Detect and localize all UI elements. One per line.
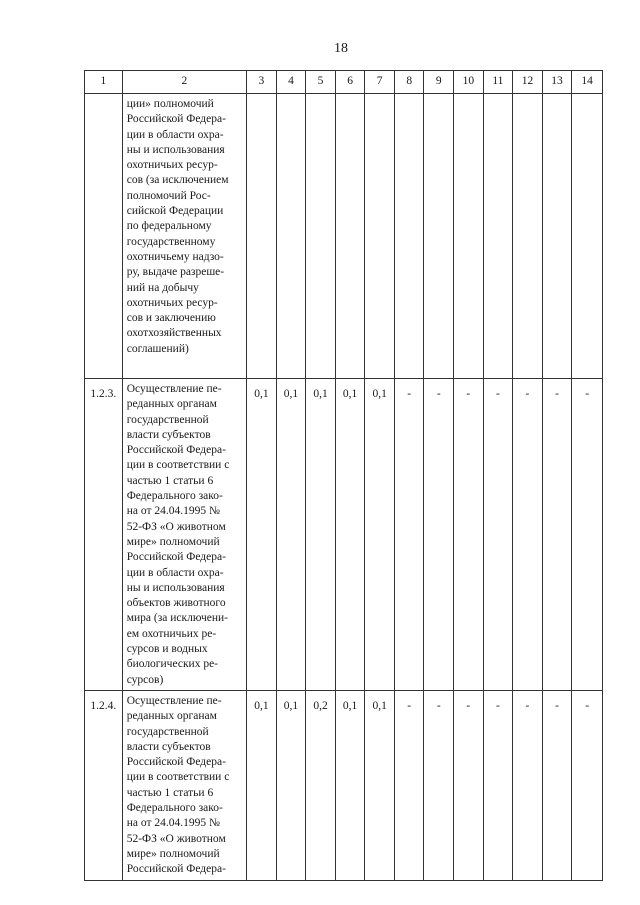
- column-header: 10: [454, 71, 484, 94]
- value-cell: 0,1: [335, 379, 365, 691]
- description-line: Осуществление пе-: [126, 695, 222, 707]
- value-cell: -: [513, 379, 543, 691]
- description-line: сийской Федерации: [126, 205, 224, 218]
- description-line: власти субъектов: [126, 740, 211, 753]
- value-cell: 0,1: [306, 379, 336, 691]
- description-line: охотничьих ресур-: [126, 159, 218, 172]
- value-cell: -: [483, 691, 513, 881]
- description-line: частью 1 статьи 6: [126, 474, 214, 487]
- value-cell: 0,1: [247, 691, 277, 881]
- description-line: мире» полномочий: [126, 847, 220, 860]
- column-header: 14: [572, 71, 603, 94]
- value-cell: -: [394, 379, 424, 691]
- description-line: ний на добычу: [126, 281, 199, 294]
- row-number: [85, 94, 123, 379]
- column-header: 8: [394, 71, 424, 94]
- description-line: ны и использования: [126, 143, 225, 156]
- value-cell: 0,1: [247, 379, 277, 691]
- description-line: охотничьих ресур-: [126, 296, 218, 309]
- description-line: ции» полномочий: [126, 98, 214, 110]
- description-line: ции в соответствии с: [126, 771, 230, 784]
- value-cell: [542, 94, 572, 379]
- row-description: [122, 379, 246, 691]
- description-line: на от 24.04.1995 №: [126, 817, 220, 830]
- column-header: 12: [513, 71, 543, 94]
- description-line: реданных органам: [126, 710, 217, 723]
- value-cell: 0,1: [276, 379, 306, 691]
- description-line: сов и заключению: [126, 312, 216, 325]
- column-header: 1: [85, 71, 123, 94]
- value-cell: [365, 94, 395, 379]
- value-cell: -: [454, 379, 484, 691]
- page-number: 18: [334, 41, 348, 56]
- description-line: 52-ФЗ «О животном: [126, 832, 226, 845]
- description-line: сов (за исключением: [126, 174, 229, 187]
- description-line: биологических ре-: [126, 658, 219, 671]
- value-cell: -: [483, 379, 513, 691]
- value-cell: [335, 94, 365, 379]
- description-line: 52-ФЗ «О животном: [126, 520, 226, 533]
- row-number: 1.2.4.: [85, 691, 123, 881]
- column-header: 9: [424, 71, 454, 94]
- description-line: ны и использования: [126, 581, 225, 594]
- description-line: Федерального зако-: [126, 490, 223, 503]
- value-cell: -: [572, 379, 603, 691]
- value-cell: [454, 94, 484, 379]
- value-cell: [513, 94, 543, 379]
- value-cell: -: [513, 691, 543, 881]
- column-header: 13: [542, 71, 572, 94]
- column-header: 3: [247, 71, 277, 94]
- description-line: полномочий Рос-: [126, 189, 211, 202]
- value-cell: -: [454, 691, 484, 881]
- row-description: [122, 691, 246, 881]
- description-line: объектов животного: [126, 597, 226, 610]
- value-cell: 0,1: [276, 691, 306, 881]
- column-header: 11: [483, 71, 513, 94]
- value-cell: 0,1: [335, 691, 365, 881]
- table-row: [85, 379, 603, 691]
- description-line: по федеральному: [126, 220, 212, 233]
- table-header-row: [85, 71, 603, 94]
- value-cell: -: [424, 379, 454, 691]
- value-cell: -: [572, 691, 603, 881]
- description-line: соглашений): [126, 342, 189, 355]
- description-line: ции в соответствии с: [126, 459, 230, 472]
- value-cell: -: [394, 691, 424, 881]
- data-table: [84, 70, 603, 881]
- description-line: охотничьему надзо-: [126, 250, 224, 263]
- value-cell: -: [542, 691, 572, 881]
- description-line: государственной: [126, 725, 209, 738]
- description-line: Российской Федера-: [126, 863, 226, 876]
- row-description: [122, 94, 246, 379]
- description-line: частью 1 статьи 6: [126, 786, 214, 799]
- description-line: сурсов и водных: [126, 643, 208, 656]
- column-header: 7: [365, 71, 395, 94]
- description-line: мире» полномочий: [126, 535, 220, 548]
- column-header: 2: [122, 71, 246, 94]
- description-line: Российской Федера-: [126, 444, 226, 457]
- description-line: Осуществление пе-: [126, 383, 222, 395]
- value-cell: [306, 94, 336, 379]
- column-header: 5: [306, 71, 336, 94]
- row-number: 1.2.3.: [85, 379, 123, 691]
- value-cell: [572, 94, 603, 379]
- description-line: Российской Федера-: [126, 551, 226, 564]
- value-cell: 0,2: [306, 691, 336, 881]
- description-line: мира (за исключени-: [126, 612, 228, 625]
- description-line: государственной: [126, 413, 209, 426]
- value-cell: [276, 94, 306, 379]
- description-line: ем охотничьих ре-: [126, 627, 217, 640]
- description-line: Федерального зако-: [126, 802, 223, 815]
- description-line: сурсов): [126, 673, 164, 686]
- value-cell: 0,1: [365, 691, 395, 881]
- description-line: ции в области охра-: [126, 128, 224, 141]
- value-cell: 0,1: [365, 379, 395, 691]
- column-header: 6: [335, 71, 365, 94]
- column-header: 4: [276, 71, 306, 94]
- value-cell: [424, 94, 454, 379]
- value-cell: [247, 94, 277, 379]
- description-line: охотхозяйственных: [126, 327, 222, 340]
- description-line: Российской Федера-: [126, 756, 226, 769]
- description-line: на от 24.04.1995 №: [126, 505, 220, 518]
- value-cell: -: [542, 379, 572, 691]
- value-cell: [483, 94, 513, 379]
- value-cell: [394, 94, 424, 379]
- description-line: ру, выдаче разреше-: [126, 266, 225, 279]
- description-line: реданных органам: [126, 398, 217, 411]
- description-line: Российской Федера-: [126, 113, 226, 126]
- table-row: [85, 94, 603, 379]
- description-line: ции в области охра-: [126, 566, 224, 579]
- value-cell: -: [424, 691, 454, 881]
- description-line: государственному: [126, 235, 216, 248]
- table-row: [85, 691, 603, 881]
- description-line: власти субъектов: [126, 428, 211, 441]
